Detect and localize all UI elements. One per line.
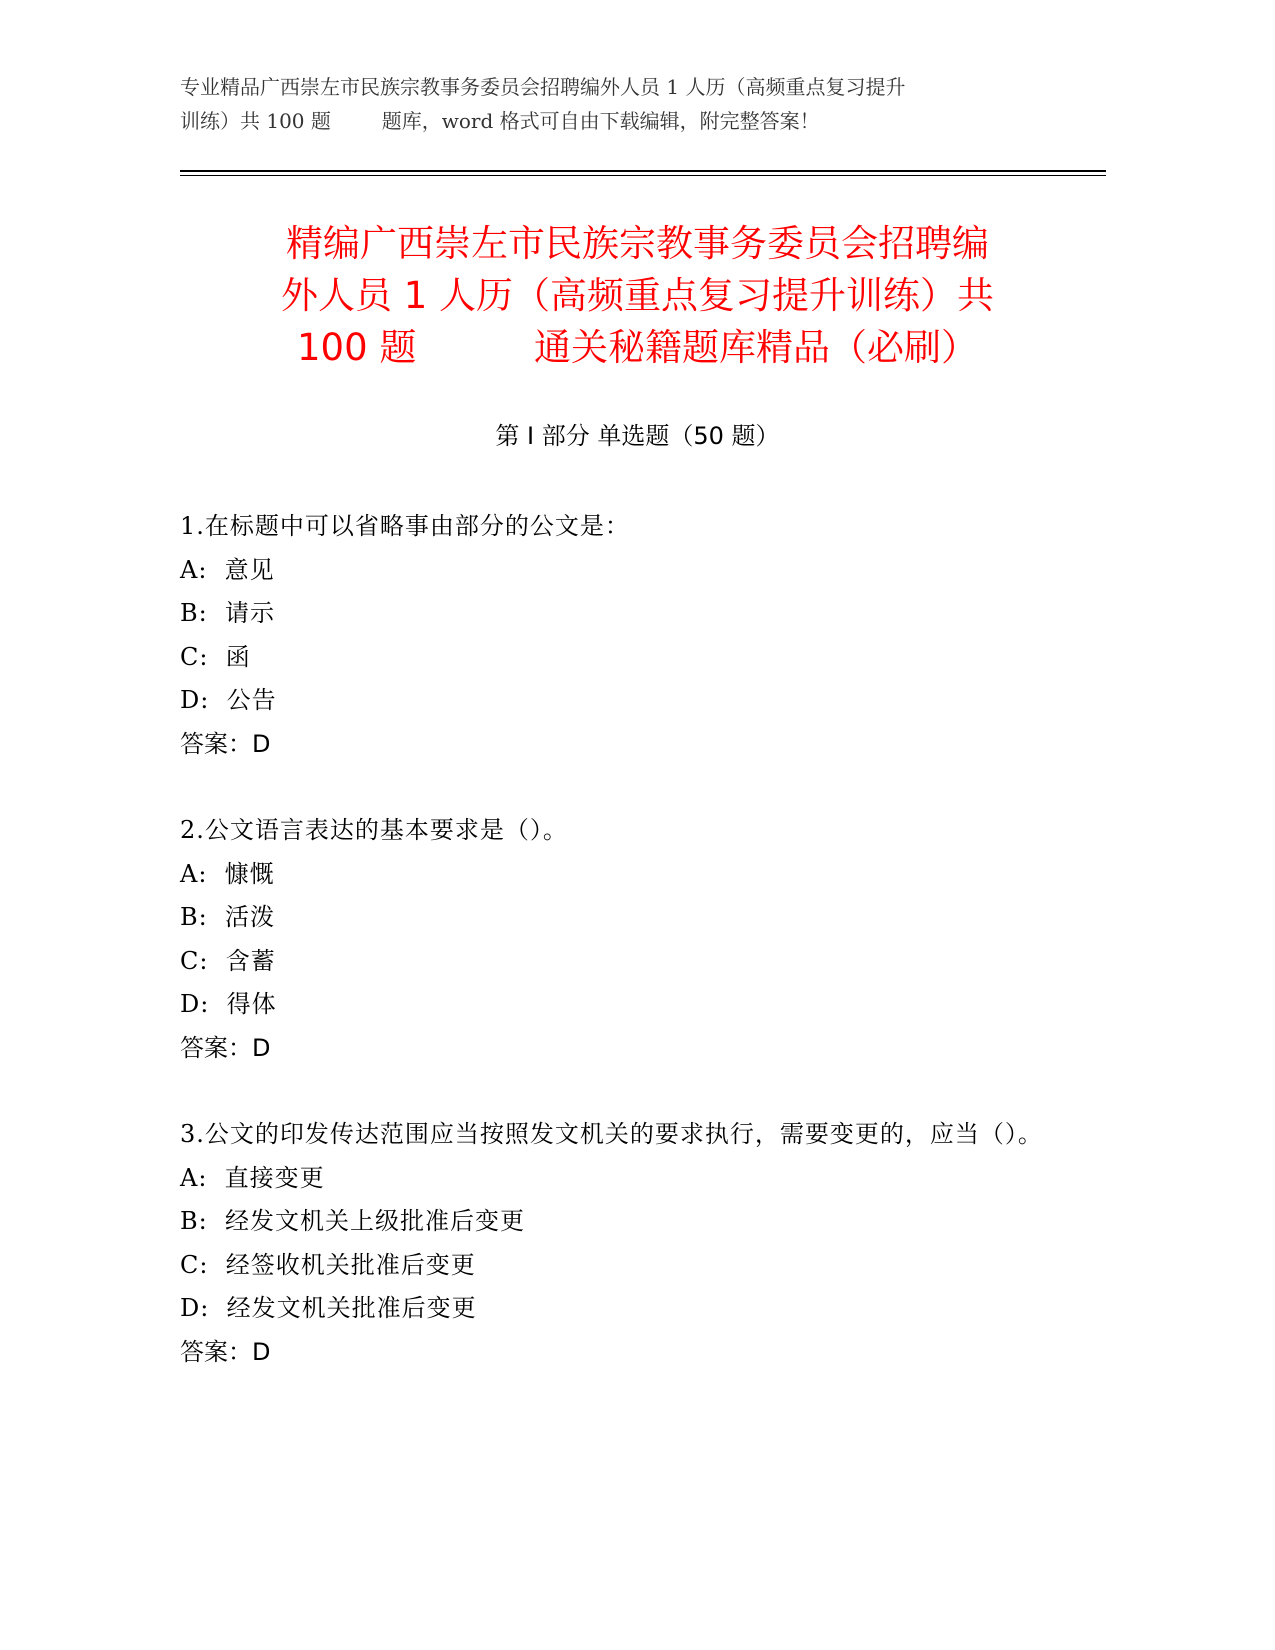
answer-text: 答案：D <box>180 1337 271 1366</box>
question-list <box>180 505 1080 1417</box>
header-divider-thin <box>180 175 1106 176</box>
question-stem: 2.公文语言表达的基本要求是（）。 <box>180 816 568 844</box>
question-1 <box>180 505 1080 766</box>
question-stem: 3.公文的印发传达范围应当按照发文机关的要求执行，需要变更的，应当（）。 <box>180 1120 1043 1148</box>
option-c: C: 经签收机关批准后变更 <box>180 1250 476 1279</box>
option-d: D: 经发文机关批准后变更 <box>180 1294 477 1322</box>
option-b: B: 经发文机关上级批准后变更 <box>180 1207 525 1235</box>
question-stem: 1.在标题中可以省略事由部分的公文是： <box>180 512 630 540</box>
option-b: B: 活泼 <box>180 903 275 931</box>
title-line-2: 外人员 1 人历（高频重点复习提升训练）共 <box>280 274 995 317</box>
answer-text: 答案：D <box>180 1033 271 1062</box>
option-b: B: 请示 <box>180 599 275 627</box>
header-divider-thick <box>180 170 1106 172</box>
header-line-2: 训练）共 100 题 题库，word 格式可自由下载编辑，附完整答案！ <box>180 109 820 133</box>
answer-text: 答案：D <box>180 729 271 758</box>
section-heading: 第 I 部分 单选题（50 题） <box>495 422 780 450</box>
option-d: D: 公告 <box>180 686 277 714</box>
option-a: A: 意见 <box>180 555 275 584</box>
question-2 <box>180 809 1080 1070</box>
title-line-1: 精编广西崇左市民族宗教事务委员会招聘编 <box>286 222 989 265</box>
document-header <box>180 70 1080 138</box>
question-3 <box>180 1113 1080 1374</box>
option-d: D: 得体 <box>180 990 277 1018</box>
option-c: C: 函 <box>180 642 251 671</box>
header-line-1: 专业精品广西崇左市民族宗教事务委员会招聘编外人员 1 人历（高频重点复习提升 <box>180 75 906 99</box>
option-a: A: 慷慨 <box>180 859 275 888</box>
option-c: C: 含蓄 <box>180 946 276 975</box>
document-title <box>150 218 1125 374</box>
title-line-3: 100 题 通关秘籍题库精品（必刷） <box>297 326 978 369</box>
option-a: A: 直接变更 <box>180 1163 325 1192</box>
